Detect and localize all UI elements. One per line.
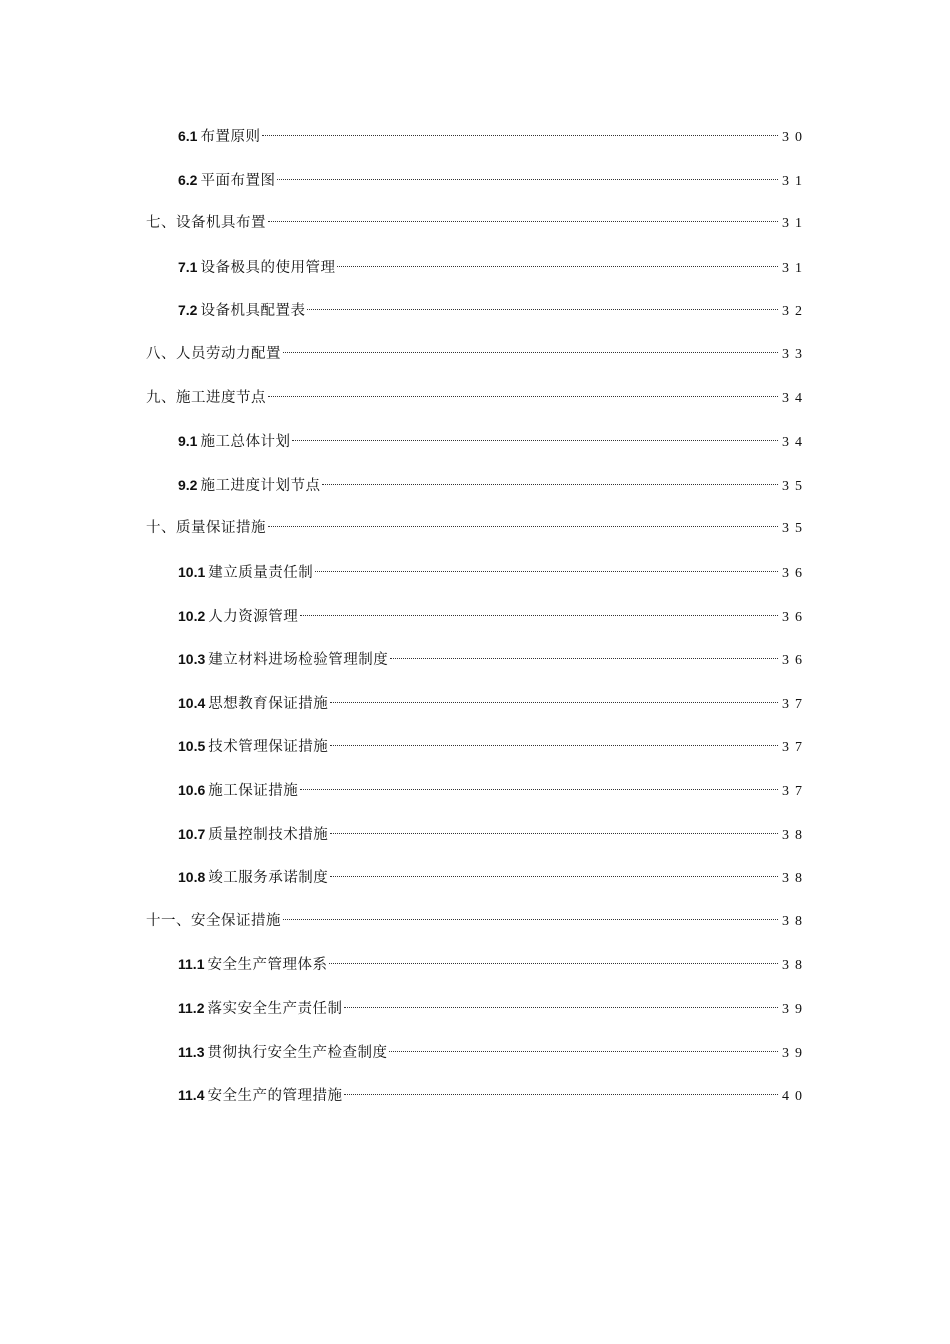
toc-entry-number: 10.3: [178, 651, 206, 667]
toc-dot-leader: [283, 919, 778, 920]
toc-entry-title: 布置原则: [200, 129, 261, 145]
toc-dot-leader: [315, 571, 778, 572]
toc-dot-leader: [277, 179, 778, 180]
toc-entry-page-number: 37: [782, 784, 808, 799]
toc-entry[interactable]: [146, 211, 808, 235]
toc-entry-page-number: 36: [782, 566, 808, 581]
toc-dot-leader: [283, 352, 778, 353]
toc-entry-page-number: 35: [782, 521, 808, 536]
toc-entry[interactable]: [178, 734, 808, 758]
toc-entry-title: 安全生产的管理措施: [207, 1088, 343, 1104]
toc-entry-page-number: 36: [782, 653, 808, 668]
toc-dot-leader: [300, 789, 778, 790]
toc-entry[interactable]: [178, 560, 808, 584]
toc-entry[interactable]: [178, 1083, 808, 1107]
toc-entry-number: 9.2: [178, 477, 198, 493]
toc-dot-leader: [292, 440, 778, 441]
toc-entry-number: 10.5: [178, 738, 206, 754]
toc-entry[interactable]: [178, 996, 808, 1020]
toc-entry[interactable]: [178, 865, 808, 889]
toc-entry-title: 贯彻执行安全生产检查制度: [207, 1045, 388, 1061]
toc-entry-title: 质量控制技术措施: [208, 827, 329, 843]
toc-entry-page-number: 30: [782, 130, 808, 145]
toc-entry-title: 思想教育保证措施: [208, 696, 329, 712]
toc-entry-page-number: 37: [782, 697, 808, 712]
toc-dot-leader: [330, 745, 778, 746]
toc-entry-number: 11.3: [178, 1044, 205, 1060]
toc-entry[interactable]: [178, 647, 808, 671]
toc-dot-leader: [322, 484, 778, 485]
toc-dot-leader: [337, 266, 778, 267]
toc-entry-number: 6.2: [178, 172, 198, 188]
toc-entry[interactable]: [178, 604, 808, 628]
toc-entry-page-number: 38: [782, 914, 808, 929]
toc-dot-leader: [330, 833, 778, 834]
toc-entry-title: 七、设备机具布置: [146, 215, 266, 231]
toc-entry-page-number: 38: [782, 828, 808, 843]
toc-entry-page-number: 33: [782, 347, 808, 362]
toc-entry-page-number: 31: [782, 261, 808, 276]
toc-entry-title: 安全生产管理体系: [207, 957, 328, 973]
toc-entry-page-number: 34: [782, 435, 808, 450]
toc-dot-leader: [344, 1094, 778, 1095]
toc-entry-title: 九、施工进度节点: [146, 390, 266, 406]
toc-entry-page-number: 39: [782, 1002, 808, 1017]
toc-entry-title: 十、质量保证措施: [146, 520, 266, 536]
toc-entry[interactable]: [178, 473, 808, 497]
toc-entry-title: 八、人员劳动力配置: [146, 346, 281, 362]
toc-dot-leader: [262, 135, 778, 136]
toc-entry-number: 10.4: [178, 695, 206, 711]
toc-dot-leader: [268, 526, 778, 527]
toc-dot-leader: [268, 221, 778, 222]
toc-entry-number: 10.1: [178, 564, 206, 580]
toc-entry-page-number: 40: [782, 1089, 808, 1104]
toc-dot-leader: [329, 963, 778, 964]
toc-entry[interactable]: [178, 168, 808, 192]
toc-entry[interactable]: [178, 1040, 808, 1064]
toc-entry-title: 设备极具的使用管理: [200, 260, 336, 276]
toc-entry-number: 10.7: [178, 826, 206, 842]
toc-dot-leader: [300, 615, 778, 616]
toc-entry-page-number: 32: [782, 304, 808, 319]
toc-entry-title: 施工进度计划节点: [200, 478, 321, 494]
toc-entry[interactable]: [178, 255, 808, 279]
toc-entry-page-number: 37: [782, 740, 808, 755]
toc-entry-number: 7.1: [178, 259, 198, 275]
toc-entry-title: 施工总体计划: [200, 434, 291, 450]
toc-dot-leader: [389, 1051, 778, 1052]
toc-entry-page-number: 34: [782, 391, 808, 406]
toc-entry-number: 11.4: [178, 1087, 205, 1103]
toc-entry-title: 平面布置图: [200, 173, 276, 189]
toc-entry[interactable]: [178, 822, 808, 846]
toc-entry-number: 9.1: [178, 433, 198, 449]
toc-entry-title: 建立质量责任制: [208, 565, 314, 581]
toc-entry-title: 十一、安全保证措施: [146, 913, 281, 929]
toc-entry-page-number: 31: [782, 216, 808, 231]
toc-entry-title: 竣工服务承诺制度: [208, 870, 329, 886]
toc-entry-page-number: 35: [782, 479, 808, 494]
toc-entry-title: 人力资源管理: [208, 609, 299, 625]
toc-dot-leader: [330, 876, 778, 877]
toc-entry-number: 10.8: [178, 869, 206, 885]
toc-entry[interactable]: [178, 691, 808, 715]
toc-entry[interactable]: [178, 429, 808, 453]
toc-entry[interactable]: [146, 342, 808, 366]
toc-entry-number: 10.6: [178, 782, 206, 798]
toc-entry[interactable]: [146, 516, 808, 540]
toc-entry-number: 6.1: [178, 128, 198, 144]
toc-entry-page-number: 38: [782, 871, 808, 886]
toc-entry-title: 落实安全生产责任制: [207, 1001, 343, 1017]
toc-entry-page-number: 38: [782, 958, 808, 973]
toc-entry-title: 技术管理保证措施: [208, 739, 329, 755]
toc-entry-number: 10.2: [178, 608, 206, 624]
toc-entry-page-number: 39: [782, 1046, 808, 1061]
toc-dot-leader: [330, 702, 778, 703]
toc-entry[interactable]: [178, 952, 808, 976]
toc-entry-title: 设备机具配置表: [200, 303, 306, 319]
toc-dot-leader: [268, 396, 778, 397]
toc-entry[interactable]: [146, 909, 808, 933]
toc-entry-number: 11.2: [178, 1000, 205, 1016]
toc-entry-number: 7.2: [178, 302, 198, 318]
toc-dot-leader: [344, 1007, 778, 1008]
toc-entry[interactable]: [178, 124, 808, 148]
toc-entry-title: 施工保证措施: [208, 783, 299, 799]
toc-entry-page-number: 36: [782, 610, 808, 625]
toc-entry[interactable]: [146, 386, 808, 410]
toc-entry-title: 建立材料进场检验管理制度: [208, 652, 389, 668]
toc-dot-leader: [390, 658, 778, 659]
toc-entry-page-number: 31: [782, 174, 808, 189]
toc-entry[interactable]: [178, 298, 808, 322]
toc-dot-leader: [307, 309, 778, 310]
toc-entry[interactable]: [178, 778, 808, 802]
toc-entry-number: 11.1: [178, 956, 205, 972]
